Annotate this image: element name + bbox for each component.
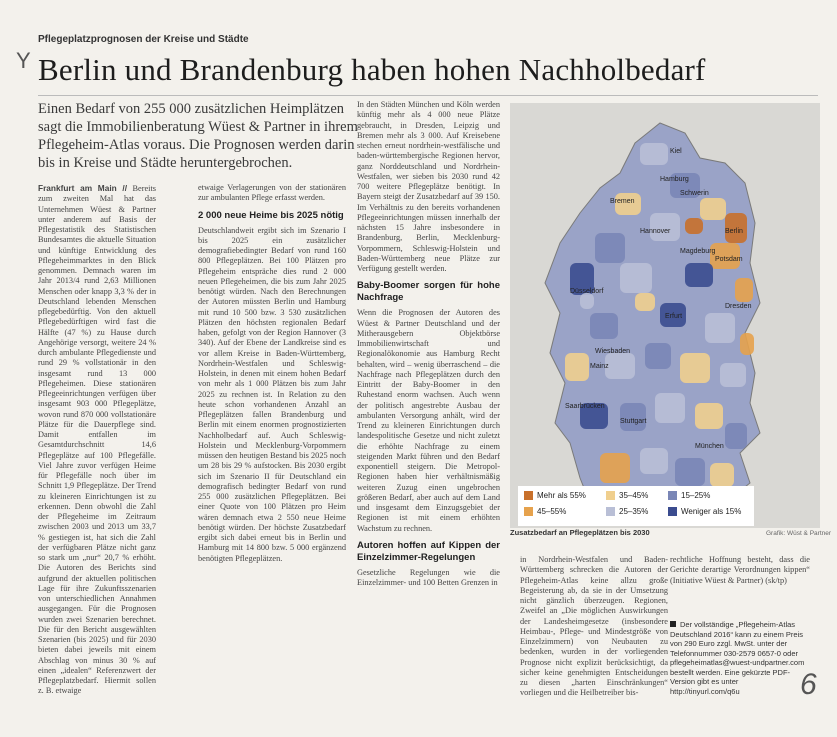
column-text: etwaige Verlagerungen von der stationären zur ambulanten Pflege erfasst werden.	[198, 183, 346, 203]
map-region	[565, 353, 589, 381]
legend-swatch	[606, 491, 615, 500]
city-label: Erfurt	[665, 313, 683, 320]
bullet-square-icon	[670, 621, 676, 627]
map-region	[580, 293, 594, 309]
headline: Berlin und Brandenburg haben hohen Nachholbedarf	[38, 52, 706, 87]
map-region	[605, 353, 635, 379]
divider	[38, 95, 818, 96]
article-column-3	[357, 100, 500, 731]
city-label: Saarbrücken	[565, 403, 605, 410]
city-label: Stuttgart	[620, 418, 647, 425]
legend-swatch	[668, 507, 677, 516]
map-region	[595, 233, 625, 263]
info-box	[670, 620, 810, 730]
map-region	[600, 453, 630, 483]
legend-swatch	[668, 491, 677, 500]
page-number: 6	[800, 668, 817, 701]
map-region	[620, 263, 652, 293]
column-text: Wenn die Prognosen der Autoren des Wüest & Partner Deutschland und der Mitherausgebern Objektbörse Immobilienwirtschaft und Regionalökonomie aus Hamburg Recht behalten, wird – wenig überraschend – die Nachfrage nach Pflegeplätzen durch den Eintritt der Baby-Boomer in den Ruhestand enorm wachsen. Auch wenn der politisch angestrebte Ausbau der ambulanten Versorgung anhält, wird der Trend zu kleineren Einrichtungen durch landespolitische Gesetze und nicht zuletzt die erhöhte Nachfrage zu einem steigenden Markt führen und den Bedarf exponentiell steigern. Die Metropol-Regionen haben hier verhältnismäßig weiteren Zuzug einen ungebrochen größeren Bedarf, aber auch auf dem Land und insgesamt dem Einzugsgebiet der Regionen ist mit einem erhöhten Wachstum zu rechnen.	[357, 308, 500, 533]
info-text: Der vollständige „Pflegeheim-Atlas Deutschland 2016“ kann zu einem Preis von 290 Euro zzgl. MwSt. unter der Telefonnummer 030-2579 0657-0 oder pflegeheimatlas@wuest-undpartner.com bestellt werden. Eine gekürzte PDF-Version gibt es unter http://tinyurl.com/q6u	[670, 620, 805, 696]
map-caption: Zusatzbedarf an Pflegeplätzen bis 2030	[510, 528, 650, 537]
city-label: Potsdam	[715, 256, 743, 263]
map-region	[740, 333, 754, 355]
map-region	[640, 143, 668, 165]
map-region	[635, 293, 655, 311]
map-region	[710, 463, 734, 487]
legend-swatch	[524, 507, 533, 516]
map-region	[655, 393, 685, 423]
city-label: Düsseldorf	[570, 288, 604, 295]
map-region	[650, 213, 680, 241]
intro-lead: Einen Bedarf von 255 000 zusätzlichen Heimplätzen sagt die Immobilienberatung Wüest & Partner in ihrem Pflegeheim-Atlas voraus. Die Prognosen werden darin bis in Kreise und Städte heruntergebrochen.	[38, 101, 358, 171]
legend-item: Mehr als 55%	[524, 491, 586, 500]
city-label: Hannover	[640, 228, 671, 235]
column-text: Bereits zum zweiten Mal hat das Unternehmen Wüest & Partner unter anderem auf Basis der Pflegestatistik des Statistischen Bundesamtes die aktuelle Situation und künftige Entwicklung des Pflegeheimmarktes in den Blick genommen. Demnach waren im Jahr 2013/4 rund 2,63 Millionen Menschen oder knapp 3,3 % der in Deutschland lebenden Menschen pflegebedürftig. Von den aktuell Pflegebedürftigen wird fast die Hälfte (47 %) zu Hause durch Angehörige versorgt, weitere 24 % durch ambulante Pflegedienste und rund 29 % vollstationär in den insgesamt rund 13 000 Pflegeheimen. Diese stationären Pflegeeinrichtungen verfügen über insgesamt 903 000 Pflegeplätze, wovon rund 870 000 vollstationäre Plätze für die Dauerpflege sind. Damit entfallen im Gesamtdurchschnitt 14,6 Pflegeplätze auf 100 Pflegefälle. Viel Jahre zuvor verfügen Heime für Pflegefälle noch über im Schnitt 1,9 Pflegeplätze. Der Trend zu kleineren Einrichtungen ist zu erkennen. Denn obwohl die Zahl der Pflegeheime im Zeitraum zwischen 2003 und 2013 um 33,7 % gestiegen ist, hat sich die Zahl der verfügbaren Plätze nicht ganz so stark um „nur“ 20,7 % erhöht. Die Autoren des Berichts sind aufgrund der aktuellen politischen Lage für ihre Zukunftsszenarien von unterschiedlichen Annahmen ausgegangen. Für die Prognosen wurden zwei Szenarien berechnet. Die für den Bericht ausgewählten Szenarien (bis 2025) und für 2030 bieten dabei jeweils mit einem Abschlag von minus 30 % auf einen „idealen“ Referenzwert der Pflegeplatzbedarf. Hiermit sollen z. B. etwaige	[38, 184, 156, 696]
article-column-1	[38, 183, 156, 731]
city-label: München	[695, 443, 724, 450]
map-region	[735, 278, 753, 302]
map-region	[695, 403, 723, 429]
map-region	[700, 198, 726, 220]
map-region	[640, 448, 668, 474]
column-text: In den Städten München und Köln werden künftig mehr als 4 000 neue Plätze gebraucht, in Dresden, Leipzig und Bremen mehr als 3 000. Auf Kreisebene stechen erneut nordrhein-westfälische und baden-württembergische Regionen hervor, ganz Norddeutschland und Nordrhein-Westfalen, wer sieben bis 2030 rund 42 700 weitere Pflegeplätze benötigt. In Bayern steigt der Zusatzbedarf auf 39 150. Im Verhältnis zu den bereits vorhandenen Pflegeeinrichtungen müssen innerhalb der nächsten 15 Jahre insbesondere in Brandenburg, Berlin, Mecklenburg-Vorpommern, Schleswig-Holstein und Baden-Württemberg neue Plätze zur Verfügung gestellt werden.	[357, 100, 500, 273]
article-column-2	[198, 183, 346, 731]
map-region	[675, 458, 705, 486]
column-text: rechtliche Hoffnung besteht, dass die Gerichte derartige Verordnungen kippen“ (Initiative Wüest & Partner) (sk/tp)	[670, 555, 810, 585]
map-legend	[518, 486, 754, 526]
section-marker-icon: Y	[16, 48, 31, 73]
map-region	[685, 218, 703, 234]
city-label: Magdeburg	[680, 248, 716, 255]
city-label: Bremen	[610, 198, 635, 205]
column-text: Gesetzliche Regelungen wie die Einzelzimmer- und 100 Betten Grenzen in	[357, 567, 500, 587]
column-text: Deutschlandweit ergibt sich im Szenario I bis 2025 ein zusätzlicher demografiebedingter Bedarf von rund 160 800 Pflegeplätzen. Bei 100 Plätzen pro Pflegeheim entspräche dies rund 2 000 neuen Pflegeheimen, die bis zum Jahr 2025 benötigt würden. Nach den Berechnungen der Autoren müssten Berlin und Hamburg mit rund 10 500 bzw. 3 530 zusätzlichen Plätzen den höchsten regionalen Bedarf haben, gefolgt von der Region Hannover (3 340). Auf der Ebene der Landkreise sind es vor allem Kreise in Baden-Württemberg, Nordrhein-Westfalen und Schleswig-Holstein, in denen mit einem hohen Bedarf von mehr als 1 000 Plätzen bis zum Jahr 2025 zu rechnen ist. In Relation zu den heute schon vorhandenen Anzahl an Pflegeplätzen fallen Brandenburg und Berlin mit einem enormen prognostizierten Nachholbedarf auf. Auch Schleswig-Holstein und Mecklenburg-Vorpommern müssen den heutigen Bestand bis 2025 noch um 28 bis 29 % aufstocken. Bis 2030 ergibt sich im Szenario II für Deutschland ein demografisch bedingter Bedarf von rund 255 000 zusätzlichen Pflegeplätzen. Bei einer Quote von 100 Plätzen pro Heim wären demnach etwa 2 550 neue Heime benötigt würden. Der höchste Zusatzbedarf ergibt sich dabei erneut bis in Berlin und Hamburg mit 14 800 bzw. 5 000 ergänzend benötigten Pflegeplätzen.	[198, 225, 346, 563]
germany-map-figure	[510, 103, 820, 528]
kicker: Pflegeplatzprognosen der Kreise und Städte	[38, 34, 249, 45]
article-column-4	[520, 555, 668, 731]
map-region	[685, 263, 713, 287]
legend-item: 45–55%	[524, 507, 566, 516]
map-region	[720, 363, 746, 387]
subheading: 2 000 neue Heime bis 2025 nötig	[198, 209, 344, 221]
article-column-5	[670, 555, 810, 620]
column-text: in Nordrhein-Westfalen und Baden-Württemberg schrecken die Autoren der Pflegeheim-Atlas keine allzu große Begeisterung ab, da sie in der Umsetzung nicht gänzlich überzeugen. Regionen, Zweifel an „Die möglichen Auswirkungen der Landesheimgesetze (insbesondere Heimbau-, Pflege- und Mindestgröße von Einzelzimmern) von Neubauten zu bedenken, wurden in der vorliegenden Prognose nicht explizit berücksichtigt, da sicher keine genehmigten Entscheidungen zu diesen „harten Einschränkungen“ vorliegen und die Heilbetreiber bis-	[520, 555, 668, 698]
city-label: Berlin	[725, 228, 743, 235]
city-label: Kiel	[670, 148, 682, 155]
legend-swatch	[606, 507, 615, 516]
legend-item: Weniger als 15%	[668, 507, 741, 516]
legend-item: 35–45%	[606, 491, 648, 500]
subheading: Autoren hoffen auf Kippen der Einzelzimmer-Regelungen	[357, 539, 500, 563]
dateline: Frankfurt am Main //	[38, 183, 128, 193]
city-label: Hamburg	[660, 176, 689, 183]
map-region	[725, 423, 747, 449]
city-label: Dresden	[725, 303, 752, 310]
city-label: Mainz	[590, 363, 609, 370]
map-region	[680, 353, 710, 383]
city-label: Schwerin	[680, 190, 709, 197]
legend-item: 25–35%	[606, 507, 648, 516]
germany-map	[510, 103, 820, 528]
city-label: Wiesbaden	[595, 348, 631, 355]
legend-swatch	[524, 491, 533, 500]
map-source: Grafik: Wüst & Partner	[766, 530, 832, 537]
legend-item: 15–25%	[668, 491, 710, 500]
map-region	[705, 313, 735, 343]
map-region	[620, 403, 646, 431]
subheading: Baby-Boomer sorgen für hohe Nachfrage	[357, 280, 500, 304]
map-region	[590, 313, 618, 339]
map-region	[645, 343, 671, 369]
